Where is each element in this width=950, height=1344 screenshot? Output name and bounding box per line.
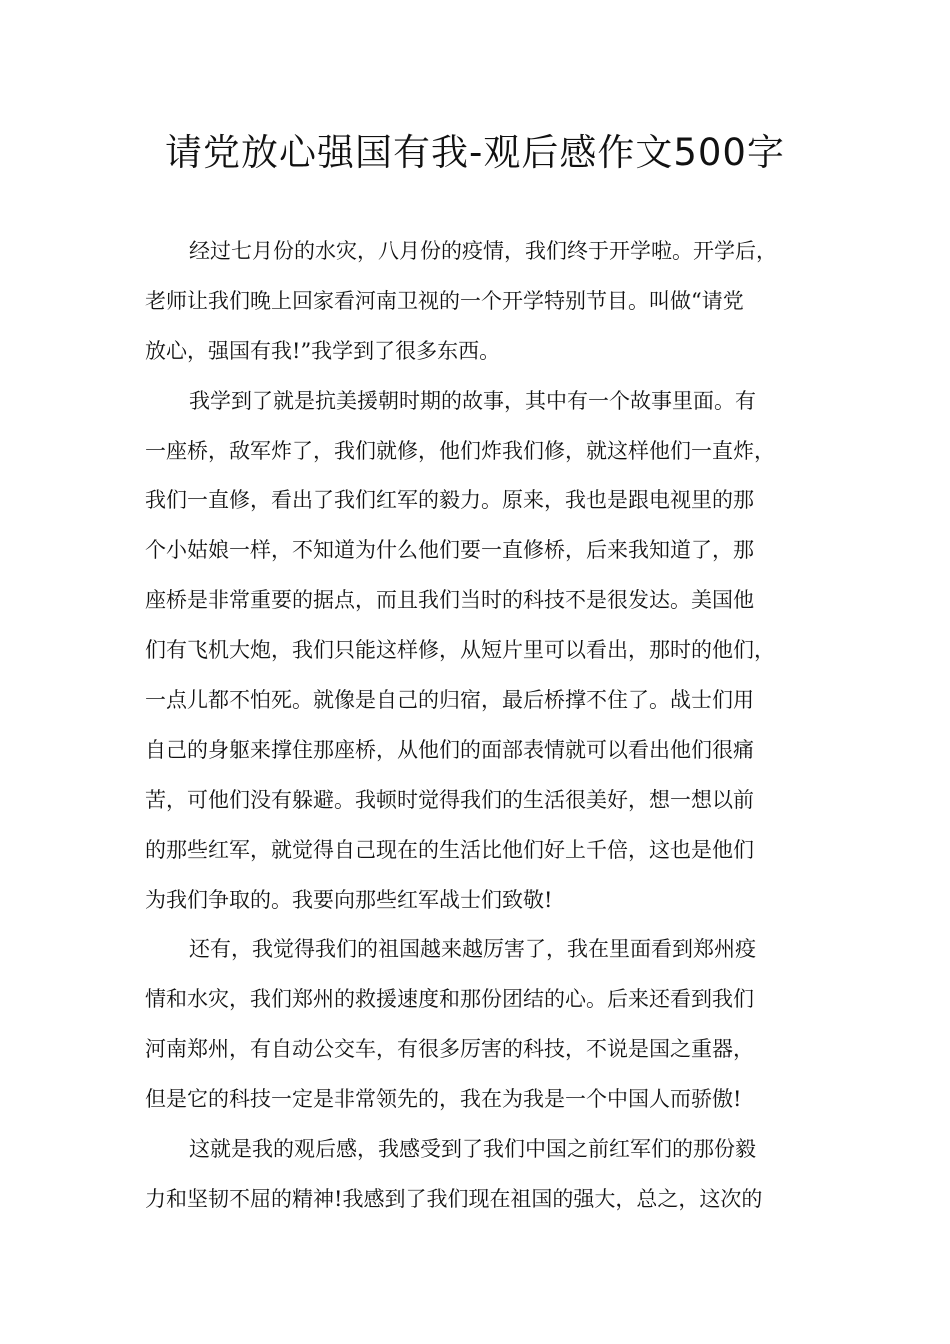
paragraph-line: 自己的身躯来撑住那座桥，从他们的面部表情就可以看出他们很痛	[145, 737, 754, 762]
paragraph-line: 座桥是非常重要的据点，而且我们当时的科技不是很发达。美国他	[145, 588, 754, 613]
document-title: 请党放心强国有我-观后感作文500字	[165, 131, 785, 174]
paragraph-line: 经过七月份的水灾，八月份的疫情，我们终于开学啦。开学后，	[189, 239, 777, 263]
paragraph-4	[145, 1125, 825, 1225]
paragraph-3	[145, 925, 825, 1125]
paragraph-line: 一点儿都不怕死。就像是自己的归宿，最后桥撑不住了。战士们用	[145, 688, 754, 713]
paragraph-2	[145, 377, 825, 926]
paragraph-line: 情和水灾，我们郑州的救援速度和那份团结的心。后来还看到我们	[145, 987, 754, 1012]
paragraph-1	[145, 227, 825, 377]
paragraph-line: 河南郑州，有自动公交车，有很多厉害的科技，不说是国之重器，	[145, 1037, 754, 1062]
paragraph-line: 这就是我的观后感，我感受到了我们中国之前红军们的那份毅	[189, 1137, 756, 1162]
paragraph-line: 力和坚韧不屈的精神!我感到了我们现在祖国的强大，总之，这次的	[145, 1186, 763, 1211]
paragraph-line: 我们一直修，看出了我们红军的毅力。原来，我也是跟电视里的那	[145, 488, 754, 513]
paragraph-line: 还有，我觉得我们的祖国越来越厉害了，我在里面看到郑州疫	[189, 937, 756, 962]
paragraph-line: 个小姑娘一样，不知道为什么他们要一直修桥，后来我知道了，那	[145, 538, 754, 563]
paragraph-line: 为我们争取的。我要向那些红军战士们致敬!	[145, 887, 553, 912]
paragraph-line: 一座桥，敌军炸了，我们就修，他们炸我们修，就这样他们一直炸，	[145, 438, 775, 463]
paragraph-line: 们有飞机大炮，我们只能这样修，从短片里可以看出，那时的他们，	[145, 638, 775, 663]
document-body	[145, 227, 825, 1225]
paragraph-line: 但是它的科技一定是非常领先的，我在为我是一个中国人而骄傲!	[145, 1087, 742, 1112]
paragraph-line: 苦，可他们没有躲避。我顿时觉得我们的生活很美好，想一想以前	[145, 787, 754, 812]
paragraph-line: 老师让我们晚上回家看河南卫视的一个开学特别节目。叫做“请党	[145, 288, 744, 313]
paragraph-line: 我学到了就是抗美援朝时期的故事，其中有一个故事里面。有	[189, 388, 756, 413]
paragraph-line: 的那些红军，就觉得自己现在的生活比他们好上千倍，这也是他们	[145, 837, 754, 862]
paragraph-line: 放心，强国有我!”我学到了很多东西。	[145, 338, 501, 363]
